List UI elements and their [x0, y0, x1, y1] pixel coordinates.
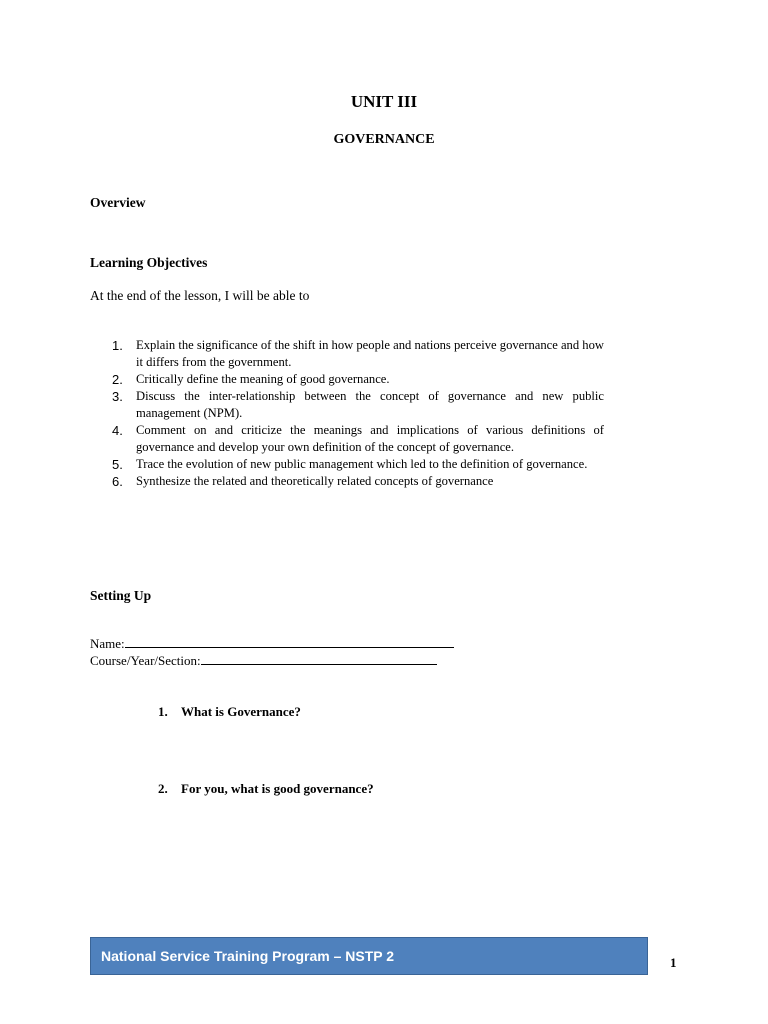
- objective-number: 3.: [112, 389, 123, 404]
- objective-item: [112, 422, 604, 456]
- objective-text: Discuss the inter-relationship between the concept of governance and new public management (NPM).: [136, 389, 604, 420]
- name-blank-line[interactable]: [125, 636, 454, 648]
- footer-banner: [90, 937, 648, 975]
- course-label: Course/Year/Section:: [90, 653, 201, 668]
- objective-item: [112, 388, 604, 422]
- objective-text: Critically define the meaning of good governance.: [136, 372, 390, 386]
- objective-text: Synthesize the related and theoretically related concepts of governance: [136, 474, 494, 488]
- learning-objectives-heading: Learning Objectives: [90, 255, 208, 270]
- question-number: 1.: [158, 704, 168, 719]
- objective-item: [112, 337, 604, 371]
- objective-number: 1.: [112, 338, 123, 353]
- objectives-list: [112, 337, 604, 490]
- objective-text: Trace the evolution of new public management which led to the definition of governance.: [136, 457, 588, 471]
- objective-item: [112, 371, 604, 388]
- unit-title: UNIT III: [350, 92, 418, 111]
- intro-text: At the end of the lesson, I will be able to: [90, 288, 310, 303]
- footer-text: National Service Training Program – NSTP 2: [101, 948, 395, 964]
- overview-heading: Overview: [90, 195, 146, 210]
- question-number: 2.: [158, 781, 168, 796]
- page-number: 1: [670, 955, 677, 970]
- objective-number: 4.: [112, 423, 123, 438]
- course-field: [90, 653, 437, 669]
- question-text: For you, what is good governance?: [181, 781, 374, 796]
- objective-item: [112, 473, 604, 490]
- course-blank-line[interactable]: [201, 653, 437, 665]
- objective-number: 2.: [112, 372, 123, 387]
- question-item: [158, 704, 301, 720]
- question-item: [158, 781, 374, 797]
- name-field: [90, 636, 454, 652]
- objective-number: 6.: [112, 474, 123, 489]
- objective-text: Comment on and criticize the meanings and implications of various definitions of governance and develop your own definition of the concept of governance.: [136, 423, 604, 454]
- question-text: What is Governance?: [181, 704, 301, 719]
- section-title: GOVERNANCE: [333, 132, 435, 147]
- name-label: Name:: [90, 636, 125, 651]
- setting-up-heading: Setting Up: [90, 588, 152, 603]
- objective-text: Explain the significance of the shift in how people and nations perceive governance and how it differs from the government.: [136, 338, 604, 369]
- objective-item: [112, 456, 604, 473]
- objective-number: 5.: [112, 457, 123, 472]
